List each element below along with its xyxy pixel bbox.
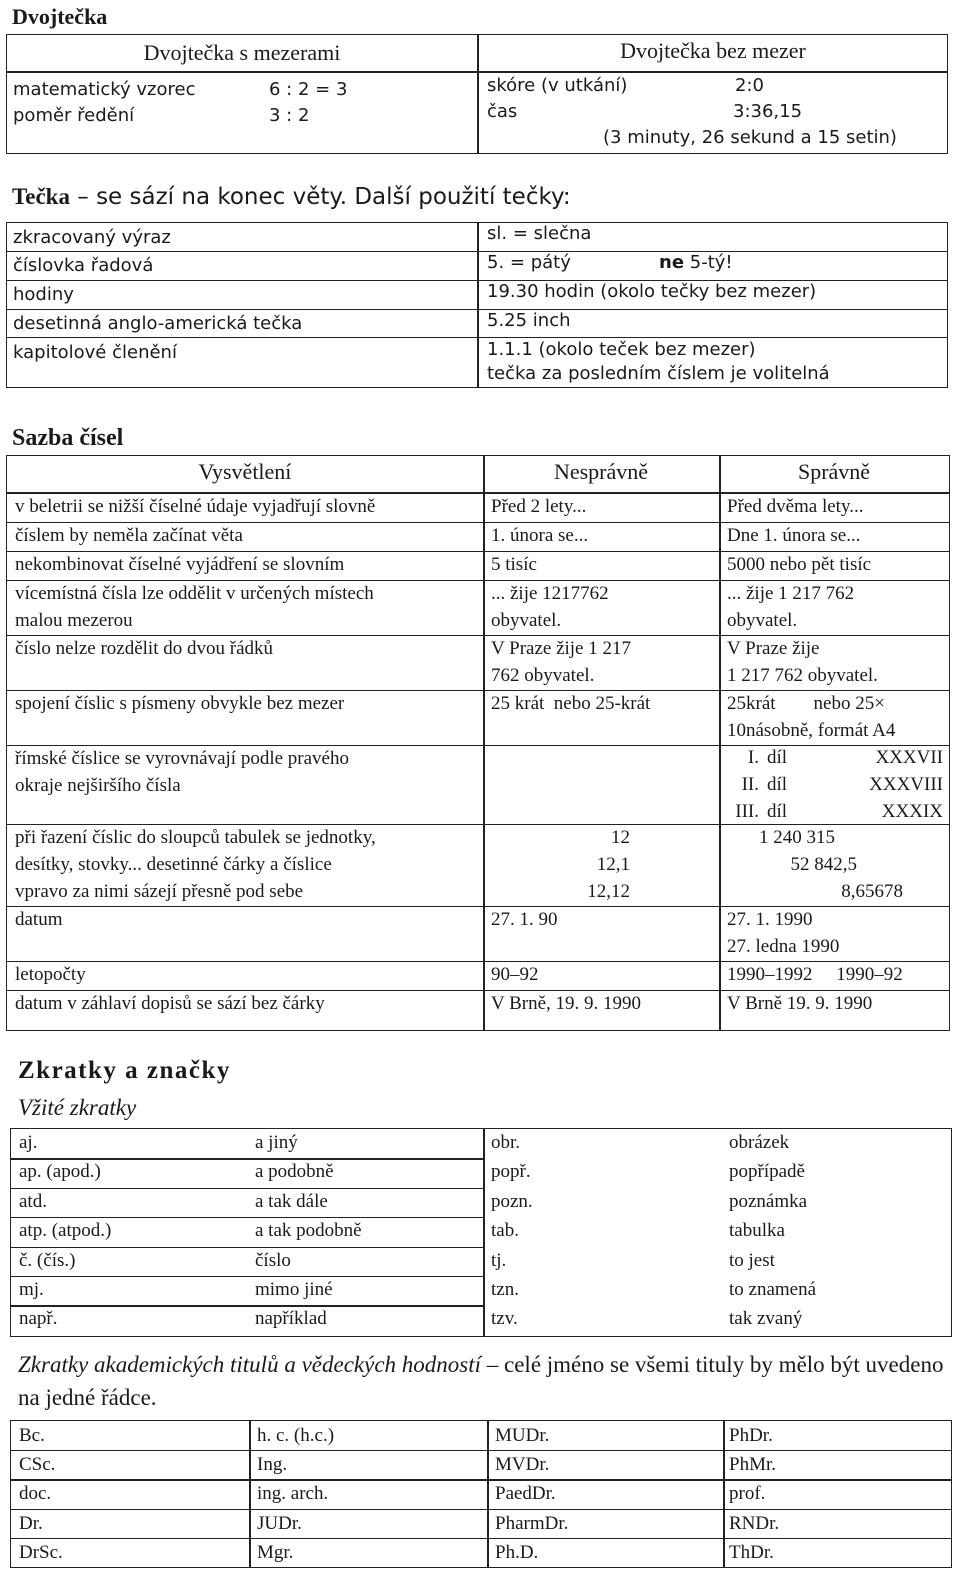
sazba-explanation: v beletrii se nižší číselné údaje vyjadřují slovně [15,496,376,517]
abbreviation-meaning: a podobně [255,1161,334,1183]
zkratky-table [10,1128,952,1337]
academic-title: PhMr. [729,1454,776,1476]
academic-title: MUDr. [495,1425,550,1446]
abbreviation-meaning: mimo jiné [255,1279,333,1300]
academic-title: CSc. [19,1454,56,1476]
tecka-title-rest: – se sází na konec věty. Další použití tečky: [69,184,571,210]
tecka-warning-text: 5-tý! [684,252,733,273]
dvojtecka-left-value: 6 : 2 = 3 [269,79,348,100]
academic-title: ing. arch. [257,1483,329,1505]
academic-title: Bc. [19,1425,45,1446]
sazba-roman-num: II. [741,774,759,795]
sazba-head-rule [7,492,949,494]
academic-title: prof. [729,1483,766,1505]
sazba-row-rule [7,522,949,523]
abbreviation-meaning: tak zvaný [729,1308,803,1330]
academic-title: h. c. (h.c.) [257,1425,335,1446]
tecka-row-rule [7,309,947,310]
abbreviation: tj. [491,1249,507,1271]
sazba-header: Nesprávně [553,459,649,484]
tituly-intro [18,1348,958,1414]
academic-title: Mgr. [257,1541,294,1563]
academic-title: PhDr. [729,1425,773,1446]
sazba-row-rule [7,990,949,991]
tituly-row-rule [11,1509,951,1510]
sazba-roman-word: díl [767,774,788,795]
academic-title: doc. [19,1483,52,1505]
sazba-correct: Před dvěma lety... [727,496,864,517]
sazba-explanation: vpravo za nimi sázejí přesně pod sebe [15,881,304,902]
sazba-wrong: 5 tisíc [491,554,537,575]
academic-title: PharmDr. [495,1512,569,1534]
zkratky-row-rule [11,1158,483,1159]
sazba-wrong: V Brně, 19. 9. 1990 [491,993,642,1014]
sazba-correct: 25krát nebo 25× [727,693,885,714]
sazba-explanation: při řazení číslic do sloupců tabulek se jednotky, [15,827,376,848]
sazba-wrong: 27. 1. 90 [491,909,558,930]
tecka-value: 1.1.1 (okolo teček bez mezer) [487,339,756,360]
tituly-intro-rest: – celé jméno se všemi tituly by mělo být uvedeno na jedné řádce. [18,1352,944,1410]
tecka-divider [477,223,479,387]
tecka-table [6,222,948,388]
sazba-wrong: 762 obyvatel. [491,665,595,686]
abbreviation-meaning: to znamená [729,1279,817,1300]
sazba-divider [719,456,721,1030]
tecka-value: sl. = slečna [487,223,592,244]
tituly-table [10,1420,952,1568]
sazba-roman-num: I. [747,747,759,768]
sazba-explanation: okraje nejširšího čísla [15,775,181,796]
tecka-title-bold: Tečka [12,184,70,209]
zkratky-row-rule [11,1305,483,1306]
sazba-explanation: letopočty [15,964,86,985]
sazba-correct: 5000 nebo pět tisíc [727,554,872,575]
tituly-divider [487,1421,489,1567]
tituly-divider [249,1421,251,1567]
abbreviation-meaning: například [255,1308,327,1330]
tecka-row-rule [7,337,947,338]
sazba-correct: 52 842,5 [790,854,857,875]
sazba-wrong: obyvatel. [491,610,562,631]
dvojtecka-table [6,34,948,154]
sazba-row-rule [7,635,949,636]
sazba-explanation: malou mezerou [15,610,133,631]
abbreviation: č. (čís.) [19,1249,76,1271]
dvojtecka-head-rule [7,71,947,73]
sazba-explanation: datum v záhlaví dopisů se sází bez čárky [15,993,325,1014]
abbreviation: tab. [491,1220,519,1242]
sazba-wrong: 90–92 [491,964,539,985]
abbreviation: atd. [19,1190,47,1212]
sazba-row-rule [7,745,949,746]
sazba-explanation: číslo nelze rozdělit do dvou řádků [15,638,274,659]
abbreviation: tzn. [491,1279,519,1300]
abbreviation: popř. [491,1161,531,1183]
sazba-wrong: 1. února se... [491,525,589,546]
sazba-roman-value: XXXVIII [869,774,943,795]
tecka-label: číslovka řadová [13,255,154,276]
sazba-divider [483,456,485,1030]
tecka-label: hodiny [13,284,74,305]
dvojtecka-left-label: poměr ředění [13,105,135,126]
tecka-value: tečka za posledním číslem je volitelná [487,363,830,384]
dvojtecka-right-value: 3:36,15 [733,101,803,122]
abbreviation-meaning: číslo [255,1249,291,1271]
sazba-wrong: ... žije 1217762 [491,583,609,604]
sazba-header: Správně [797,459,871,484]
dvojtecka-right-label: skóre (v utkání) [487,75,628,96]
sazba-correct: 1 217 762 obyvatel. [727,665,878,686]
tecka-value-warning [659,252,733,273]
dvojtecka-right-header: Dvojtečka bez mezer [620,38,806,63]
dvojtecka-left-header: Dvojtečka s mezerami [143,40,341,65]
abbreviation: obr. [491,1132,521,1153]
dvojtecka-note: (3 minuty, 26 sekund a 15 setin) [603,127,897,148]
abbreviation-meaning: a tak podobně [255,1220,362,1242]
tecka-value: 5.25 inch [487,310,571,331]
sazba-row-rule [7,824,949,825]
tituly-intro-italic: Zkratky akademických titulů a vědeckých hodností [18,1352,482,1377]
abbreviation: pozn. [491,1190,533,1212]
sazba-explanation: datum [15,909,63,930]
sazba-correct: 10násobně, formát A4 [727,720,896,741]
tituly-row-rule [11,1450,951,1451]
abbreviation-meaning: popřípadě [729,1161,805,1183]
sazba-correct: 27. 1. 1990 [727,909,813,930]
sazba-explanation: spojení číslic s písmeny obvykle bez mezer [15,693,345,714]
zkratky-row-rule [11,1276,483,1277]
dvojtecka-left-label: matematický vzorec [13,79,196,100]
abbreviation-meaning: a tak dále [255,1190,328,1212]
zkratky-row-rule [11,1188,483,1189]
sazba-correct: 8,65678 [841,881,903,902]
dvojtecka-title: Dvojtečka [12,4,108,29]
zkratky-row-rule [11,1247,483,1248]
zkratky-row-rule [11,1217,483,1218]
tecka-value: 19.30 hodin (okolo tečky bez mezer) [487,281,817,302]
tecka-heading [12,184,571,210]
abbreviation: mj. [19,1279,44,1300]
dvojtecka-right-value: 2:0 [735,75,764,96]
sazba-correct: 27. ledna 1990 [727,936,840,957]
sazba-wrong: 12 [611,827,630,848]
abbreviation-meaning: tabulka [729,1220,785,1242]
sazba-explanation: číslem by neměla začínat věta [15,525,243,546]
sazba-wrong: Před 2 lety... [491,496,587,517]
sazba-roman-value: XXXVII [875,747,943,768]
academic-title: Ph.D. [495,1541,539,1563]
academic-title: DrSc. [19,1541,63,1563]
abbreviation-meaning: a jiný [255,1132,298,1153]
sazba-roman-value: XXXIX [881,801,943,822]
sazba-correct: ... žije 1 217 762 [727,583,855,604]
sazba-wrong: 25 krát nebo 25-krát [491,693,651,714]
dvojtecka-left-value: 3 : 2 [269,105,310,126]
tituly-row-rule [11,1479,951,1480]
sazba-roman-word: díl [767,801,788,822]
zkratky-title: Zkratky a značky [18,1057,231,1084]
sazba-row-rule [7,551,949,552]
abbreviation: aj. [19,1132,38,1153]
sazba-wrong: 12,1 [596,854,630,875]
tecka-label: zkracovaný výraz [13,227,171,248]
abbreviation-meaning: poznámka [729,1190,808,1212]
abbreviation: ap. (apod.) [19,1161,101,1183]
sazba-correct: obyvatel. [727,610,798,631]
academic-title: ThDr. [729,1541,774,1563]
sazba-explanation: desítky, stovky... desetinné čárky a číslice [15,854,332,875]
tecka-label: desetinná anglo-americká tečka [13,313,303,334]
sazba-correct: V Praze žije [727,638,820,659]
dvojtecka-right-label: čas [487,101,518,122]
sazba-row-rule [7,906,949,907]
tecka-value [487,252,927,273]
abbreviation: atp. (atpod.) [19,1220,112,1242]
tituly-divider [723,1421,725,1567]
academic-title: RNDr. [729,1512,780,1534]
sazba-table [6,455,950,1031]
abbreviation-meaning: obrázek [729,1132,790,1153]
sazba-row-rule [7,961,949,962]
zkratky-divider [483,1129,485,1336]
academic-title: Dr. [19,1512,43,1534]
sazba-wrong: 12,12 [587,881,630,902]
tecka-label: kapitolové členění [13,342,177,363]
academic-title: PaedDr. [495,1483,556,1505]
sazba-correct: 1 240 315 [759,827,835,848]
tecka-value-text: 5. = pátý [487,252,571,273]
tituly-row-rule [11,1538,951,1539]
sazba-title: Sazba čísel [12,425,124,451]
sazba-explanation: římské číslice se vyrovnávají podle pravého [15,748,349,769]
sazba-correct: V Brně 19. 9. 1990 [727,993,873,1014]
sazba-row-rule [7,690,949,691]
abbreviation: např. [19,1308,58,1330]
sazba-roman-num: III. [735,801,759,822]
sazba-wrong: V Praze žije 1 217 [491,638,631,659]
sazba-explanation: nekombinovat číselné vyjádření se slovním [15,554,345,575]
academic-title: Ing. [257,1454,288,1476]
sazba-explanation: vícemístná čísla lze oddělit v určených místech [15,583,374,604]
sazba-row-rule [7,580,949,581]
sazba-correct: 1990–1992 1990–92 [727,964,903,985]
abbreviation-meaning: to jest [729,1249,775,1271]
sazba-correct: Dne 1. února se... [727,525,861,546]
zkratky-subtitle: Vžité zkratky [18,1095,137,1120]
academic-title: MVDr. [495,1454,550,1476]
sazba-header: Vysvětlení [198,459,292,484]
tecka-warning-bold: ne [659,252,685,273]
sazba-roman-word: díl [767,747,788,768]
abbreviation: tzv. [491,1308,518,1330]
academic-title: JUDr. [257,1512,302,1534]
